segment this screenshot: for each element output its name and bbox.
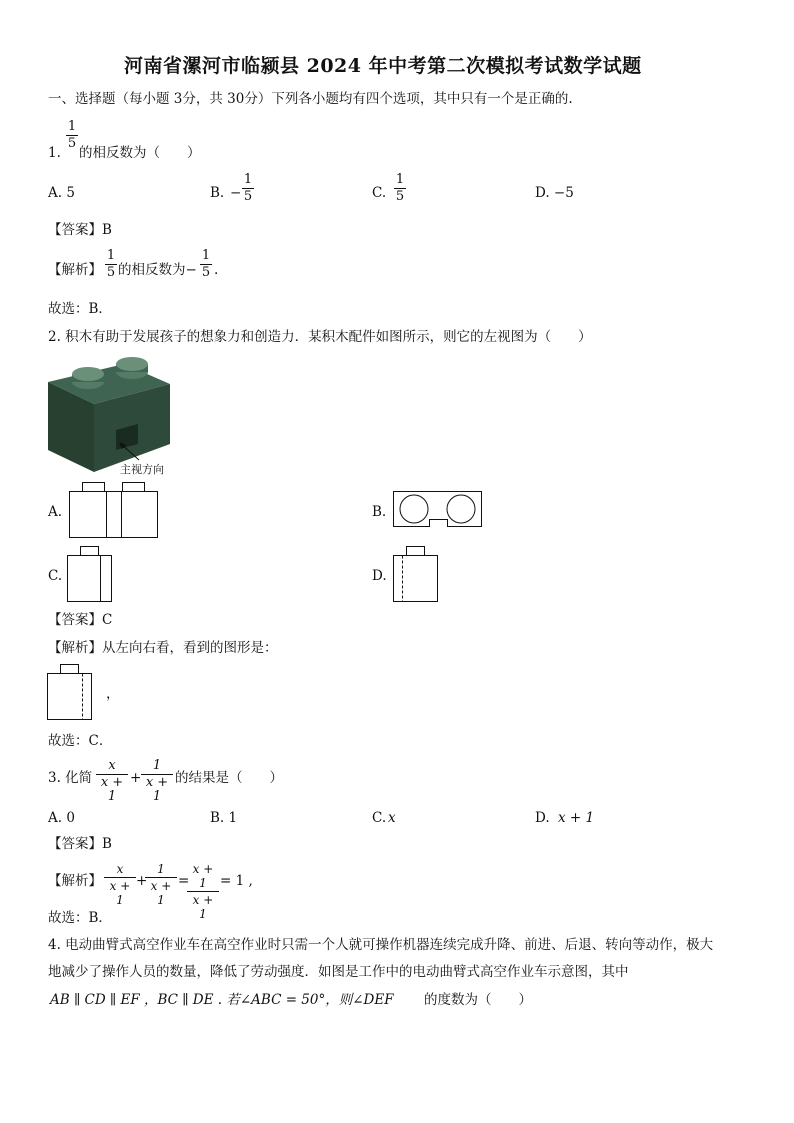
q2-option-c-label[interactable]: C. — [48, 568, 63, 584]
q3-analysis-label: 【解析】 — [48, 873, 102, 889]
q3-f1-den: x + 1 — [100, 775, 124, 804]
q1-an-num: 1 — [106, 248, 116, 263]
q4-line-2: 地减少了操作人员的数量，降低了劳动强度．如图是工作中的电动曲臂式高空作业车示意图，其中 — [48, 964, 629, 980]
q3-f2-den: x + 1 — [145, 775, 169, 804]
q4-line-3-tail: 的度数为（ ） — [424, 992, 532, 1008]
q3-a-f3-num: x + 1 — [192, 862, 214, 890]
q1-c-den: 5 — [395, 189, 405, 204]
q2-option-b-label[interactable]: B. — [372, 504, 387, 520]
q1-option-b-fraction — [242, 173, 254, 204]
q1-stem: 的相反数为（ ） — [79, 145, 201, 161]
q2-answer: 【答案】C — [48, 612, 113, 628]
q1-number: 1. — [48, 145, 61, 161]
q1-c-num: 1 — [395, 172, 405, 187]
q1-frac-num: 1 — [67, 119, 77, 134]
q3-analysis-fraction-3 — [187, 862, 219, 921]
q1-b-den: 5 — [243, 189, 253, 204]
q1-option-a[interactable]: A. 5 — [48, 185, 75, 201]
q1-analysis-end: . — [214, 262, 219, 278]
q2-analysis-figure — [47, 664, 97, 722]
q2-option-c-figure[interactable] — [67, 546, 117, 604]
q1-analysis-fraction — [105, 249, 117, 280]
q1-an-num2: 1 — [201, 248, 211, 263]
q2-option-a-label[interactable]: A. — [48, 504, 63, 520]
q1-b-num: 1 — [243, 172, 253, 187]
q1-an-den2: 5 — [201, 265, 211, 280]
q1-option-c-fraction — [394, 173, 406, 204]
q3-a-f2-num: 1 — [157, 862, 165, 876]
q3-suffix: 的结果是（ ） — [175, 770, 283, 786]
q3-option-b[interactable]: B. 1 — [210, 810, 238, 826]
lego-block-figure — [46, 352, 176, 472]
q3-a-f1-den: x + 1 — [109, 879, 131, 907]
q2-analysis-comma: ， — [106, 686, 120, 702]
q1-answer: 【答案】B — [48, 222, 112, 238]
q3-fraction-1 — [96, 759, 128, 804]
q3-option-c-label[interactable]: C. — [372, 810, 387, 826]
q3-a-f2-den: x + 1 — [150, 879, 172, 907]
q4-line-3-math: AB ∥ CD ∥ EF ，BC ∥ DE . 若∠ABC = 50°，则∠DEF — [50, 992, 394, 1008]
q4-line-1: 4. 电动曲臂式高空作业车在高空作业时只需一个人就可操作机器连续完成升降、前进、后退、转向等动作，极大 — [48, 937, 714, 953]
q3-analysis-eq1: = — [178, 873, 190, 889]
q3-a-f3-den: x + 1 — [192, 893, 214, 921]
q3-select: 故选：B． — [48, 910, 112, 926]
q3-f2-num: 1 — [152, 758, 162, 773]
page-title: 河南省漯河市临颍县 2024 年中考第二次模拟考试数学试题 — [124, 55, 642, 77]
q1-frac-den: 5 — [67, 136, 77, 151]
q2-analysis: 【解析】从左向右看，看到的图形是： — [48, 640, 278, 656]
q2-option-d-label[interactable]: D. — [372, 568, 387, 584]
q3-analysis-eq2: = 1 , — [220, 873, 253, 889]
q3-analysis-fraction-1 — [104, 862, 136, 907]
q1-option-d[interactable]: D. −5 — [535, 185, 574, 201]
q2-stem: 2. 积木有助于发展孩子的想象力和创造力．某积木配件如图所示，则它的左视图为（ ） — [48, 329, 592, 345]
q1-fraction — [66, 120, 78, 151]
q3-option-c-value: x — [388, 810, 396, 826]
q2-option-d-figure[interactable] — [393, 546, 443, 604]
q1-analysis-fraction-2 — [200, 249, 212, 280]
view-direction-arrow — [115, 440, 145, 462]
q1-option-b-sign: − — [230, 185, 242, 201]
q3-a-f1-num: x — [116, 862, 124, 876]
q1-an-den: 5 — [106, 265, 116, 280]
q3-analysis-fraction-2 — [145, 862, 177, 907]
q3-plus: + — [130, 770, 142, 786]
q3-answer: 【答案】B — [48, 836, 112, 852]
q2-option-b-figure[interactable] — [393, 491, 485, 531]
q1-option-c-label[interactable]: C. — [372, 185, 387, 201]
q1-option-b-label[interactable]: B. — [210, 185, 225, 201]
q3-option-d-value: x + 1 — [558, 810, 595, 826]
section-heading: 一、选择题（每小题 3分，共 30分）下列各小题均有四个选项，其中只有一个是正确的. — [48, 91, 573, 107]
q3-analysis-plus: + — [136, 873, 148, 889]
q2-option-a-figure[interactable] — [69, 482, 161, 540]
q1-analysis-mid: 的相反数为− — [118, 262, 197, 278]
q1-select: 故选：B． — [48, 301, 112, 317]
q2-select: 故选：C． — [48, 733, 113, 749]
q3-option-d-label[interactable]: D. — [535, 810, 550, 826]
q3-prefix: 3. 化简 — [48, 770, 93, 786]
q3-fraction-2 — [141, 759, 173, 804]
q1-analysis-label: 【解析】 — [48, 262, 102, 278]
view-direction-label: 主视方向 — [120, 463, 164, 476]
q3-f1-num: x — [108, 758, 116, 773]
q3-option-a[interactable]: A. 0 — [48, 810, 75, 826]
